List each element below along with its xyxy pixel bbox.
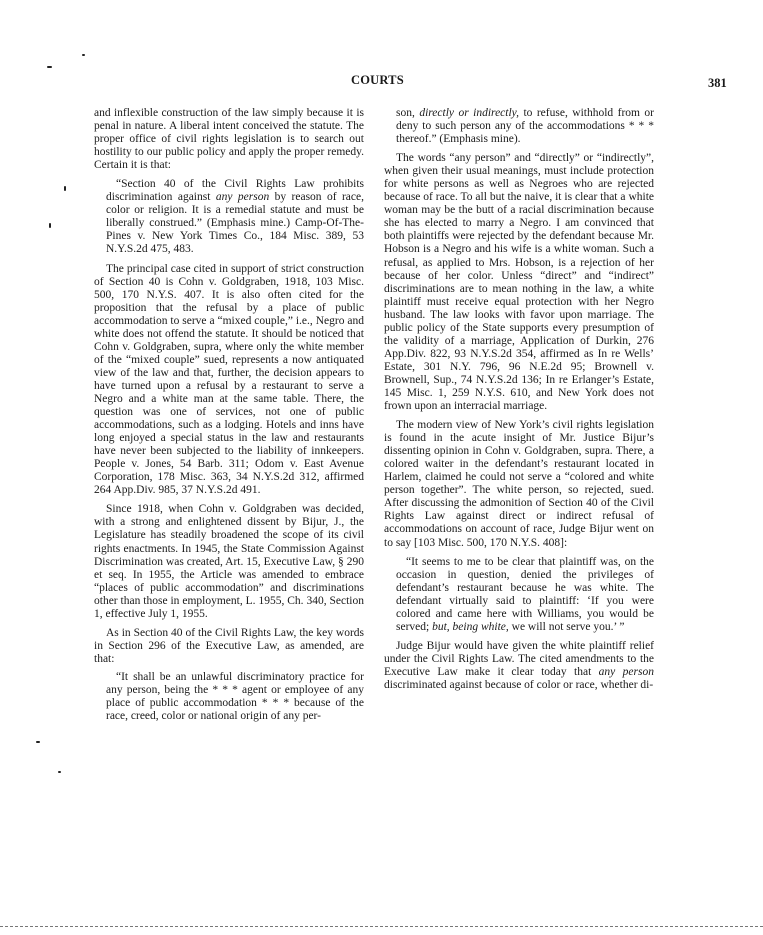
paragraph-text: Judge Bijur would have given the white plaintiff relief under the Civil Rights Law. The cited amendments to the Executive Law make it clear today that <box>384 639 654 678</box>
paragraph <box>384 640 654 692</box>
block-quote <box>106 178 364 256</box>
emphasis: any person <box>215 191 270 204</box>
quote-text: by reason of race, color or religion. It is a remedial statute and must be liberally construed.” (Emphasis mine.) Camp-Of-The-Pines v. New York Times Co., 184 Misc. 389, 53 N.Y.S.2d 475, 483. <box>106 191 364 256</box>
scan-mark <box>49 223 51 228</box>
emphasis: directly or indirectly, <box>419 107 520 119</box>
emphasis: but, being white, <box>432 620 509 633</box>
quote-text: we will not serve you.’ ” <box>508 620 625 633</box>
scan-mark <box>58 771 61 773</box>
page-number: 381 <box>708 76 727 90</box>
paragraph: Since 1918, when Cohn v. Goldgraben was decided, with a strong and enlightened dissent by Bijur, J., the Legislature has steadily broadened the scope of its civil rights enactments. In 1945, the State Commission Against Discrimination was created, Art. 15, Executive Law, § 290 et seq. In 1955, the Article was amended to embrace “places of public accommodation” and discriminations other than those in employment, L. 1955, Ch. 340, Section 1, effective July 1, 1955. <box>94 503 364 620</box>
scan-mark <box>47 66 52 68</box>
running-head: COURTS <box>351 73 404 87</box>
block-quote <box>396 556 654 634</box>
paragraph: As in Section 40 of the Civil Rights Law, the key words in Section 296 of the Executive Law, as amended, are that: <box>94 626 364 665</box>
quote-text: “Section 40 of the Civil Rights Law prohibits discrimination against <box>106 178 364 204</box>
scan-mark <box>82 54 85 56</box>
quote-text: “It seems to me to be clear that plaintiff was, on the occasion in question, denied the privileges of defendant’s restaurant because he was white. The defendant virtually said to plaintiff: ‘If you were colored and came here with Williams, you would be served; <box>396 555 654 633</box>
right-column <box>384 107 654 698</box>
emphasis: any person <box>598 665 654 678</box>
paragraph: and inflexible construction of the law simply because it is penal in nature. A liberal intent conceived the statute. The proper office of civil rights legislation is to search out hostility to our public policy and apply the proper remedy. Certain it is that: <box>94 107 364 172</box>
quote-text: son, <box>396 107 420 119</box>
bottom-rule <box>0 926 763 928</box>
paragraph: The words “any person” and “directly” or “indirectly”, when given their usual meanings, must include protection for white persons as well as Negroes who are rejected because of race. To all but the naive, it is clear that a white woman may be the butt of a racial discrimination because she has elected to marry a Negro. I am convinced that both plaintiffs were rejected by the defendant because Mr. Hobson is a Negro and his wife is a white woman. Such a refusal, as applied to Mrs. Hobson, is a rejection of her because of her color. Unless “direct” and “indirect” discriminations are to mean nothing in the law, a white plaintiff must receive equal protection with her Negro husband. The law looks with favor upon marriage. The public policy of the State supports every presumption of the validity of a marriage, Application of Durkin, 276 App.Div. 822, 93 N.Y.S.2d 354, affirmed as In re Wells’ Estate, 301 N.Y. 796, 96 N.E.2d 95; Brownell v. Brownell, Sup., 74 N.Y.S.2d 136; In re Erlanger’s Estate, 145 Misc. 1, 259 N.Y.S. 610, and New York does not frown upon an interracial marriage. <box>384 152 654 413</box>
scan-mark <box>36 741 40 743</box>
paragraph: The principal case cited in support of strict construction of Section 40 is Cohn v. Goldgraben, 1918, 103 Misc. 500, 170 N.Y.S. 407. It is also often cited for the proposition that the refusal by a place of public accommodation to serve a “mixed couple,” i.e., Negro and white does not offend the statute. It should be noticed that Cohn v. Goldgraben, supra, where only the white member of the “mixed couple” sued, represents a now antiquated view of the law and that, further, the decision appears to have turned upon a refusal by a restaurant to serve a Negro and a white man at the same table. There, the question was one of services, not one of public accommodations, such as a lodging. Hotels and inns have long enjoyed a special status in the law and restaurants have never been subjected to the liability of innkeepers. People v. Jones, 54 Barb. 311; Odom v. East Avenue Corporation, 178 Misc. 363, 34 N.Y.S.2d 312, affirmed 264 App.Div. 985, 37 N.Y.S.2d 491. <box>94 262 364 497</box>
left-column <box>94 107 364 729</box>
scan-mark <box>64 186 66 191</box>
block-quote <box>396 107 654 146</box>
paragraph: The modern view of New York’s civil rights legislation is found in the acute insight of Mr. Justice Bijur’s dissenting opinion in Cohn v. Goldgraben, supra. There, a colored waiter in the defendant’s restaurant located in Harlem, claimed he could not serve a “colored and white person together”. The white person, so rejected, sued. After discussing the admonition of Section 40 of the Civil Rights Law against direct or indirect refusal of accommodations on account of race, Judge Bijur went on to say [103 Misc. 500, 170 N.Y.S. 408]: <box>384 419 654 549</box>
quote-text: to refuse, withhold from or deny to such person any of the accommodations * * * thereof.” (Emphasis mine). <box>396 107 654 146</box>
paragraph-text: discriminated against because of color or race, whether di- <box>384 678 654 691</box>
block-quote: “It shall be an unlawful discriminatory practice for any person, being the * * * agent or employee of any place of public accommodation * * * because of the race, creed, color or national origin of any per- <box>106 670 364 723</box>
